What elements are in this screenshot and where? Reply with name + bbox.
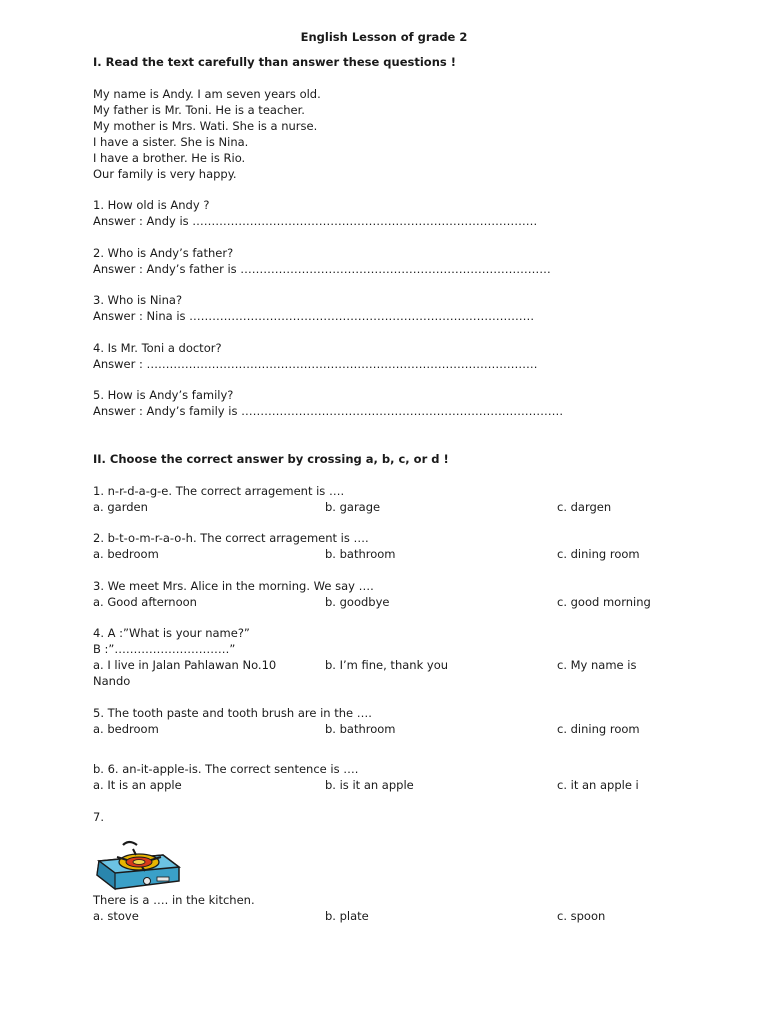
mc-option-a: a. stove bbox=[93, 909, 139, 923]
mc-question-7-sentence: There is a …. in the kitchen. bbox=[93, 893, 255, 907]
mc-question-6: b. 6. an-it-apple-is. The correct sentence is …. bbox=[93, 762, 359, 776]
mc-option-c: c. good morning bbox=[557, 595, 651, 609]
story-line: I have a brother. He is Rio. bbox=[93, 151, 246, 165]
mc-option-b: b. I’m fine, thank you bbox=[325, 658, 449, 672]
mc-question-7: 7. bbox=[93, 810, 104, 824]
mc-option-c: c. spoon bbox=[557, 909, 606, 923]
mc-question-1: 1. n-r-d-a-g-e. The correct arragement is …. bbox=[93, 484, 345, 498]
mc-option-a: a. garden bbox=[93, 500, 148, 514]
answer-line-1: Answer : Andy is ……………………………………………………………………………… bbox=[93, 214, 538, 228]
stove-icon bbox=[93, 833, 183, 893]
question-2: 2. Who is Andy’s father? bbox=[93, 246, 234, 260]
question-3: 3. Who is Nina? bbox=[93, 293, 183, 307]
mc-question-2: 2. b-t-o-m-r-a-o-h. The correct arragement is …. bbox=[93, 531, 369, 545]
mc-option-a: a. bedroom bbox=[93, 547, 159, 561]
mc-option-a: a. bedroom bbox=[93, 722, 159, 736]
question-5: 5. How is Andy’s family? bbox=[93, 388, 234, 402]
section-1-heading: I. Read the text carefully than answer these questions ! bbox=[93, 55, 456, 69]
mc-option-b: b. is it an apple bbox=[325, 778, 414, 792]
mc-option-a: a. Good afternoon bbox=[93, 595, 197, 609]
mc-option-c: c. My name is bbox=[557, 658, 637, 672]
story-line: Our family is very happy. bbox=[93, 167, 237, 181]
mc-option-b: b. garage bbox=[325, 500, 381, 514]
mc-option-b: b. bathroom bbox=[325, 722, 396, 736]
mc-question-3: 3. We meet Mrs. Alice in the morning. We say …. bbox=[93, 579, 374, 593]
answer-line-2: Answer : Andy’s father is ……………………………………………………………………… bbox=[93, 262, 551, 276]
story-line: My father is Mr. Toni. He is a teacher. bbox=[93, 103, 305, 117]
mc-option-c: c. dining room bbox=[557, 722, 640, 736]
question-4: 4. Is Mr. Toni a doctor? bbox=[93, 341, 222, 355]
answer-line-4: Answer : ………………………………………………………………………………………… bbox=[93, 357, 538, 371]
answer-line-5: Answer : Andy’s family is ………………………………………………………………………… bbox=[93, 404, 564, 418]
page-title: English Lesson of grade 2 bbox=[300, 30, 468, 44]
story-line: My mother is Mrs. Wati. She is a nurse. bbox=[93, 119, 318, 133]
mc-option-b: b. bathroom bbox=[325, 547, 396, 561]
mc-option-c: c. it an apple i bbox=[557, 778, 639, 792]
story-line: I have a sister. She is Nina. bbox=[93, 135, 249, 149]
mc-option-a: a. I live in Jalan Pahlawan No.10 bbox=[93, 658, 277, 672]
mc-question-4: 4. A :”What is your name?” bbox=[93, 626, 250, 640]
question-1: 1. How old is Andy ? bbox=[93, 198, 210, 212]
section-2-heading: II. Choose the correct answer by crossing a, b, c, or d ! bbox=[93, 452, 449, 466]
mc-option-c-wrap: Nando bbox=[93, 674, 131, 688]
story-line: My name is Andy. I am seven years old. bbox=[93, 87, 321, 101]
mc-option-c: c. dining room bbox=[557, 547, 640, 561]
mc-option-b: b. goodbye bbox=[325, 595, 390, 609]
mc-question-5: 5. The tooth paste and tooth brush are in the …. bbox=[93, 706, 372, 720]
mc-option-c: c. dargen bbox=[557, 500, 612, 514]
mc-option-b: b. plate bbox=[325, 909, 369, 923]
mc-option-a: a. It is an apple bbox=[93, 778, 182, 792]
mc-question-4-reply: B :”…………………………” bbox=[93, 642, 236, 656]
answer-line-3: Answer : Nina is ……………………………………………………………………………… bbox=[93, 309, 535, 323]
